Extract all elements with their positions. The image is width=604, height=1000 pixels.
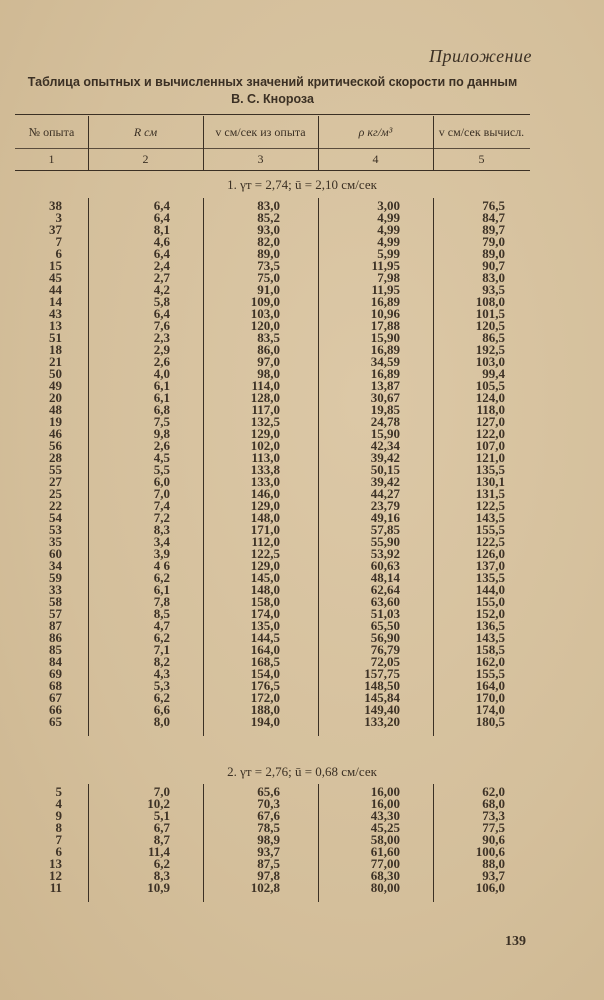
v-experiment-cell: 82,0 [257, 234, 280, 249]
density-cell: 34,59 [370, 354, 400, 369]
radius-cell: 2,6 [153, 354, 170, 369]
v-experiment-cell: 144,5 [250, 630, 280, 645]
column-divider [88, 198, 89, 736]
radius-cell: 4,6 [153, 234, 170, 249]
radius-cell: 7,8 [153, 594, 170, 609]
v-computed-cell: 88,0 [482, 856, 505, 871]
v-experiment-cell: 148,0 [250, 510, 280, 525]
v-experiment-cell: 158,0 [250, 594, 280, 609]
v-experiment-cell: 97,0 [257, 354, 280, 369]
appendix-label: Приложение [428, 46, 532, 66]
experiment-number-cell: 4 [55, 796, 62, 811]
experiment-number-cell: 44 [49, 282, 62, 297]
v-experiment-cell: 65,6 [257, 784, 280, 799]
experiment-number-cell: 87 [49, 618, 62, 633]
experiment-number-cell: 22 [49, 498, 62, 513]
experiment-number-cell: 6 [55, 844, 62, 859]
experiment-number-cell: 48 [49, 402, 62, 417]
v-experiment-cell: 128,0 [250, 390, 280, 405]
v-experiment-cell: 83,5 [257, 330, 280, 345]
radius-cell: 6,8 [153, 402, 170, 417]
v-computed-cell: 93,5 [482, 282, 505, 297]
v-computed-cell: 107,0 [475, 438, 505, 453]
v-experiment-cell: 112,0 [251, 534, 280, 549]
experiment-number-cell: 5 [55, 784, 62, 799]
v-experiment-cell: 132,5 [250, 414, 280, 429]
v-experiment-cell: 86,0 [257, 342, 280, 357]
col-number-4: 4 [372, 151, 379, 166]
radius-cell: 10,9 [147, 880, 170, 895]
density-cell: 10,96 [370, 306, 400, 321]
radius-cell: 9,8 [153, 426, 170, 441]
density-cell: 45,25 [370, 820, 400, 835]
experiment-number-cell: 68 [49, 678, 62, 693]
v-computed-cell: 158,5 [475, 642, 505, 657]
v-computed-cell: 76,5 [482, 198, 505, 213]
v-computed-cell: 99,4 [482, 366, 505, 381]
experiment-number-cell: 6 [55, 246, 62, 261]
v-computed-cell: 122,0 [475, 426, 505, 441]
column-divider [433, 784, 434, 902]
v-experiment-cell: 172,0 [250, 690, 280, 705]
v-experiment-cell: 171,0 [250, 522, 280, 537]
v-computed-cell: 170,0 [475, 690, 505, 705]
radius-cell: 2,3 [153, 330, 170, 345]
density-cell: 77,00 [370, 856, 400, 871]
density-cell: 49,16 [370, 510, 400, 525]
column-divider [318, 784, 319, 902]
density-cell: 24,78 [370, 414, 400, 429]
density-cell: 16,00 [370, 796, 400, 811]
experiment-number-cell: 49 [49, 378, 62, 393]
v-experiment-cell: 176,5 [250, 678, 280, 693]
v-experiment-cell: 174,0 [250, 606, 280, 621]
v-experiment-cell: 67,6 [257, 808, 280, 823]
experiment-number-cell: 67 [49, 690, 62, 705]
radius-cell: 6,1 [153, 378, 170, 393]
v-computed-cell: 79,0 [482, 234, 505, 249]
v-experiment-cell: 73,5 [257, 258, 280, 273]
radius-cell: 6,6 [153, 702, 170, 717]
v-computed-cell: 126,0 [475, 546, 505, 561]
v-computed-cell: 155,5 [475, 522, 505, 537]
title-line-2: В. С. Кнороза [231, 92, 314, 106]
v-experiment-cell: 133,0 [250, 474, 280, 489]
col-header-v-computed: v см/сек вычисл. [438, 125, 525, 139]
density-cell: 5,99 [377, 246, 400, 261]
radius-cell: 4,0 [153, 366, 170, 381]
radius-cell: 7,0 [153, 486, 170, 501]
section-2-title: 2. γт = 2,76; ū = 0,68 см/сек [227, 764, 377, 779]
v-experiment-cell: 98,9 [257, 832, 280, 847]
radius-cell: 2,4 [153, 258, 170, 273]
density-cell: 19,85 [370, 402, 400, 417]
radius-cell: 4,7 [153, 618, 170, 633]
radius-cell: 6,4 [153, 198, 170, 213]
col-header-v-experiment: v см/сек из опыта [215, 125, 306, 139]
experiment-number-cell: 13 [49, 318, 62, 333]
v-computed-cell: 77,5 [482, 820, 505, 835]
radius-cell: 6,2 [153, 856, 170, 871]
v-computed-cell: 120,5 [475, 318, 505, 333]
radius-cell: 4 6 [153, 558, 170, 573]
density-cell: 56,90 [370, 630, 400, 645]
v-computed-cell: 136,5 [475, 618, 505, 633]
density-cell: 4,99 [377, 222, 400, 237]
experiment-number-cell: 7 [55, 832, 62, 847]
density-cell: 16,89 [370, 366, 400, 381]
density-cell: 63,60 [370, 594, 400, 609]
v-computed-cell: 135,5 [475, 570, 505, 585]
col-header-experiment: № опыта [28, 125, 75, 139]
experiment-number-cell: 55 [49, 462, 62, 477]
v-computed-cell: 122,5 [475, 498, 505, 513]
radius-cell: 3,9 [153, 546, 170, 561]
v-experiment-cell: 78,5 [257, 820, 280, 835]
v-experiment-cell: 70,3 [257, 796, 280, 811]
v-computed-cell: 135,5 [475, 462, 505, 477]
v-computed-cell: 90,7 [482, 258, 505, 273]
radius-cell: 8,1 [153, 222, 170, 237]
radius-cell: 6,2 [153, 630, 170, 645]
experiment-number-cell: 33 [49, 582, 62, 597]
v-computed-cell: 105,5 [475, 378, 505, 393]
column-divider [203, 198, 204, 736]
experiment-number-cell: 18 [49, 342, 62, 357]
v-computed-cell: 155,5 [475, 666, 505, 681]
radius-cell: 4,5 [153, 450, 170, 465]
radius-cell: 7,4 [153, 498, 170, 513]
v-experiment-cell: 83,0 [257, 198, 280, 213]
radius-cell: 7,2 [153, 510, 170, 525]
col-number-2: 2 [142, 151, 149, 166]
v-computed-cell: 192,5 [475, 342, 505, 357]
v-computed-cell: 73,3 [482, 808, 505, 823]
density-cell: 23,79 [370, 498, 400, 513]
v-computed-cell: 137,0 [475, 558, 505, 573]
v-computed-cell: 143,5 [475, 630, 505, 645]
density-cell: 11,95 [371, 282, 400, 297]
experiment-number-cell: 54 [49, 510, 62, 525]
v-computed-cell: 131,5 [475, 486, 505, 501]
experiment-number-cell: 58 [49, 594, 62, 609]
experiment-number-cell: 56 [49, 438, 62, 453]
radius-cell: 8,7 [153, 832, 170, 847]
density-cell: 39,42 [370, 450, 400, 465]
col-number-1: 1 [48, 151, 55, 166]
density-cell: 157,75 [364, 666, 400, 681]
v-computed-cell: 108,0 [475, 294, 505, 309]
radius-cell: 8,3 [153, 522, 170, 537]
density-cell: 55,90 [370, 534, 400, 549]
radius-cell: 11,4 [147, 844, 170, 859]
experiment-number-cell: 50 [49, 366, 62, 381]
experiment-number-cell: 27 [49, 474, 62, 489]
v-computed-cell: 143,5 [475, 510, 505, 525]
density-cell: 65,50 [370, 618, 400, 633]
v-computed-cell: 164,0 [475, 678, 505, 693]
v-experiment-cell: 164,0 [250, 642, 280, 657]
v-experiment-cell: 102,0 [250, 438, 280, 453]
density-cell: 50,15 [370, 462, 400, 477]
density-cell: 57,85 [370, 522, 400, 537]
density-cell: 30,67 [370, 390, 400, 405]
radius-cell: 10,2 [147, 796, 170, 811]
experiment-number-cell: 66 [49, 702, 62, 717]
section-1-title: 1. γт = 2,74; ū = 2,10 см/сек [227, 177, 377, 192]
radius-cell: 7,5 [153, 414, 170, 429]
radius-cell: 8,5 [153, 606, 170, 621]
v-experiment-cell: 93,7 [257, 844, 280, 859]
density-cell: 145,84 [364, 690, 400, 705]
experiment-number-cell: 12 [49, 868, 62, 883]
experiment-number-cell: 85 [49, 642, 62, 657]
density-cell: 68,30 [370, 868, 400, 883]
v-experiment-cell: 135,0 [250, 618, 280, 633]
experiment-number-cell: 21 [49, 354, 62, 369]
v-computed-cell: 84,7 [482, 210, 505, 225]
v-experiment-cell: 146,0 [250, 486, 280, 501]
v-computed-cell: 162,0 [475, 654, 505, 669]
v-experiment-cell: 85,2 [257, 210, 280, 225]
v-computed-cell: 144,0 [475, 582, 505, 597]
radius-cell: 6,4 [153, 210, 170, 225]
v-experiment-cell: 103,0 [250, 306, 280, 321]
col-number-5: 5 [478, 151, 485, 166]
experiment-number-cell: 9 [55, 808, 62, 823]
density-cell: 39,42 [370, 474, 400, 489]
radius-cell: 3,4 [153, 534, 170, 549]
experiment-number-cell: 13 [49, 856, 62, 871]
density-cell: 4,99 [377, 234, 400, 249]
v-computed-cell: 68,0 [482, 796, 505, 811]
radius-cell: 6,2 [153, 570, 170, 585]
experiment-number-cell: 25 [49, 486, 62, 501]
table-top-rule [15, 114, 530, 115]
radius-cell: 8,2 [153, 654, 170, 669]
experiment-number-cell: 38 [49, 198, 62, 213]
v-computed-cell: 103,0 [475, 354, 505, 369]
v-experiment-cell: 91,0 [257, 282, 280, 297]
density-cell: 76,79 [370, 642, 400, 657]
experiment-number-cell: 86 [49, 630, 62, 645]
v-computed-cell: 93,7 [482, 868, 505, 883]
experiment-number-cell: 46 [49, 426, 62, 441]
radius-cell: 4,3 [153, 666, 170, 681]
v-computed-cell: 86,5 [482, 330, 505, 345]
v-computed-cell: 155,0 [475, 594, 505, 609]
column-divider [88, 784, 89, 902]
density-cell: 7,98 [377, 270, 400, 285]
density-cell: 80,00 [370, 880, 400, 895]
v-experiment-cell: 120,0 [250, 318, 280, 333]
v-experiment-cell: 148,0 [250, 582, 280, 597]
v-experiment-cell: 102,8 [250, 880, 280, 895]
experiment-number-cell: 69 [49, 666, 62, 681]
density-cell: 4,99 [377, 210, 400, 225]
experiment-number-cell: 8 [55, 820, 62, 835]
radius-cell: 8,3 [153, 868, 170, 883]
experiment-number-cell: 37 [49, 222, 62, 237]
experiment-number-cell: 43 [49, 306, 62, 321]
v-experiment-cell: 129,0 [250, 498, 280, 513]
v-computed-cell: 90,6 [482, 832, 505, 847]
radius-cell: 6,1 [153, 582, 170, 597]
density-cell: 13,87 [370, 378, 400, 393]
density-cell: 62,64 [370, 582, 400, 597]
density-cell: 16,89 [370, 342, 400, 357]
v-computed-cell: 83,0 [482, 270, 505, 285]
v-experiment-cell: 154,0 [250, 666, 280, 681]
v-experiment-cell: 113,0 [251, 450, 280, 465]
radius-cell: 5,5 [153, 462, 170, 477]
density-cell: 48,14 [370, 570, 400, 585]
v-computed-cell: 89,7 [482, 222, 505, 237]
v-computed-cell: 130,1 [475, 474, 505, 489]
density-cell: 44,27 [370, 486, 400, 501]
radius-cell: 7,0 [153, 784, 170, 799]
radius-cell: 5,3 [153, 678, 170, 693]
radius-cell: 7,6 [153, 318, 170, 333]
col-number-3: 3 [257, 151, 264, 166]
v-experiment-cell: 89,0 [257, 246, 280, 261]
v-computed-cell: 124,0 [475, 390, 505, 405]
v-experiment-cell: 122,5 [250, 546, 280, 561]
experiment-number-cell: 60 [49, 546, 62, 561]
v-computed-cell: 106,0 [475, 880, 505, 895]
radius-cell: 6,4 [153, 246, 170, 261]
table-header [15, 116, 530, 170]
v-computed-cell: 62,0 [482, 784, 505, 799]
experiment-number-cell: 34 [49, 558, 62, 573]
density-cell: 60,63 [370, 558, 400, 573]
experiment-number-cell: 84 [49, 654, 62, 669]
radius-cell: 6,4 [153, 306, 170, 321]
v-computed-cell: 101,5 [475, 306, 505, 321]
v-experiment-cell: 129,0 [250, 426, 280, 441]
v-computed-cell: 121,0 [475, 450, 505, 465]
radius-cell: 6,2 [153, 690, 170, 705]
v-experiment-cell: 117,0 [251, 402, 280, 417]
v-experiment-cell: 129,0 [250, 558, 280, 573]
v-computed-cell: 100,6 [475, 844, 505, 859]
radius-cell: 8,0 [153, 714, 170, 729]
radius-cell: 2,6 [153, 438, 170, 453]
v-experiment-cell: 75,0 [257, 270, 280, 285]
v-computed-cell: 180,5 [475, 714, 505, 729]
experiment-number-cell: 35 [49, 534, 62, 549]
table-title [15, 74, 530, 108]
density-cell: 15,90 [370, 426, 400, 441]
v-experiment-cell: 114,0 [251, 378, 280, 393]
section-2-rows [15, 786, 530, 894]
table-row [15, 716, 530, 728]
experiment-number-cell: 59 [49, 570, 62, 585]
v-experiment-cell: 98,0 [257, 366, 280, 381]
experiment-number-cell: 7 [55, 234, 62, 249]
v-computed-cell: 127,0 [475, 414, 505, 429]
radius-cell: 2,7 [153, 270, 170, 285]
density-cell: 17,88 [370, 318, 400, 333]
header-bottom-rule [15, 170, 530, 171]
density-cell: 61,60 [370, 844, 400, 859]
density-cell: 42,34 [370, 438, 400, 453]
column-divider [203, 784, 204, 902]
title-line-1: Таблица опытных и вычисленных значений критической скорости по данным [27, 75, 518, 89]
radius-cell: 5,8 [153, 294, 170, 309]
page-number: 139 [505, 934, 526, 949]
experiment-number-cell: 11 [49, 880, 62, 895]
v-computed-cell: 174,0 [475, 702, 505, 717]
density-cell: 72,05 [370, 654, 400, 669]
column-divider [318, 198, 319, 736]
experiment-number-cell: 51 [49, 330, 62, 345]
radius-cell: 2,9 [153, 342, 170, 357]
column-divider [433, 198, 434, 736]
density-cell: 53,92 [370, 546, 400, 561]
col-header-radius: R см [133, 125, 158, 139]
v-experiment-cell: 109,0 [250, 294, 280, 309]
density-cell: 15,90 [370, 330, 400, 345]
density-cell: 3,00 [377, 198, 400, 213]
density-cell: 51,03 [370, 606, 400, 621]
v-computed-cell: 89,0 [482, 246, 505, 261]
v-experiment-cell: 87,5 [257, 856, 280, 871]
density-cell: 16,00 [370, 784, 400, 799]
radius-cell: 7,1 [153, 642, 170, 657]
v-experiment-cell: 93,0 [257, 222, 280, 237]
experiment-number-cell: 14 [49, 294, 62, 309]
radius-cell: 5,1 [153, 808, 170, 823]
experiment-number-cell: 3 [55, 210, 62, 225]
v-experiment-cell: 97,8 [257, 868, 280, 883]
v-computed-cell: 118,0 [476, 402, 505, 417]
density-cell: 11,95 [371, 258, 400, 273]
table-row [15, 882, 530, 894]
v-experiment-cell: 145,0 [250, 570, 280, 585]
density-cell: 16,89 [370, 294, 400, 309]
v-computed-cell: 122,5 [475, 534, 505, 549]
v-experiment-cell: 133,8 [250, 462, 280, 477]
radius-cell: 6,7 [153, 820, 170, 835]
v-experiment-cell: 168,5 [250, 654, 280, 669]
density-cell: 58,00 [370, 832, 400, 847]
experiment-number-cell: 65 [49, 714, 62, 729]
experiment-number-cell: 57 [49, 606, 62, 621]
v-experiment-cell: 188,0 [250, 702, 280, 717]
experiment-number-cell: 53 [49, 522, 62, 537]
experiment-number-cell: 45 [49, 270, 62, 285]
density-cell: 149,40 [364, 702, 400, 717]
experiment-number-cell: 15 [49, 258, 62, 273]
header-divider [15, 148, 530, 149]
col-header-density: ρ кг/м³ [358, 125, 393, 139]
density-cell: 148,50 [364, 678, 400, 693]
radius-cell: 6,1 [153, 390, 170, 405]
density-cell: 133,20 [364, 714, 400, 729]
experiment-number-cell: 28 [49, 450, 62, 465]
density-cell: 43,30 [370, 808, 400, 823]
experiment-number-cell: 20 [49, 390, 62, 405]
experiment-number-cell: 19 [49, 414, 62, 429]
v-computed-cell: 152,0 [475, 606, 505, 621]
radius-cell: 6,0 [153, 474, 170, 489]
section-1-rows [15, 200, 530, 728]
v-experiment-cell: 194,0 [250, 714, 280, 729]
radius-cell: 4,2 [153, 282, 170, 297]
